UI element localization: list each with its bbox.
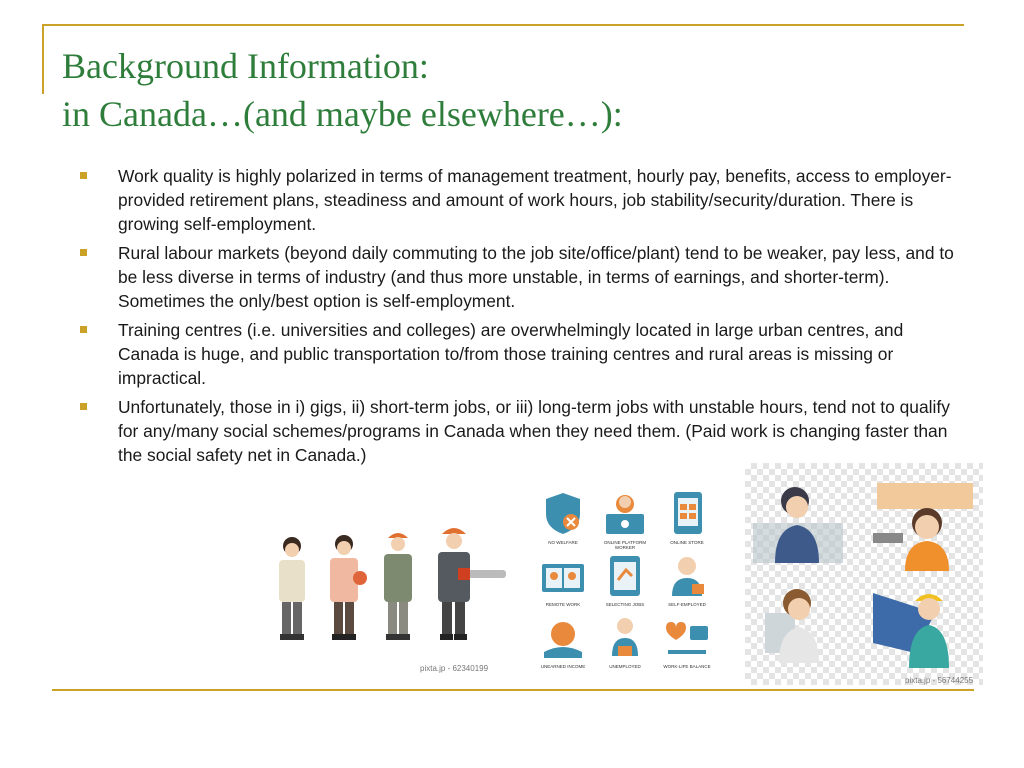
bullet-item — [78, 318, 958, 390]
icon-label: REMOTE WORK — [545, 602, 581, 607]
construction-worker-figure — [873, 593, 949, 668]
desk-worker-figure — [765, 589, 819, 663]
office-image-caption: pixta.jp - 56744255 — [905, 676, 974, 685]
bullet-item — [78, 395, 958, 467]
worker-figure — [384, 533, 412, 640]
bullet-item — [78, 164, 958, 236]
bullet-text: Work quality is highly polarized in terms of management treatment, hourly pay, benefits, access to employer-provided retirement plans, steadiness and amount of work hours, job stability/security/duration. There is growing self-employment. — [118, 166, 952, 234]
left-rule — [42, 24, 44, 94]
icon-label: UNEARNED INCOME — [540, 664, 586, 669]
square-bullet-icon — [80, 172, 87, 179]
worker-figure — [438, 528, 506, 640]
self-employed-icon — [662, 550, 712, 600]
title-line-1: Background Information: — [62, 46, 429, 86]
bullet-text: Training centres (i.e. universities and colleges) are overwhelmingly located in large urban centres, and Canada is huge, and public transportation to/from those training centres and rural areas is missing or impractical. — [118, 320, 904, 388]
bullet-list — [78, 164, 958, 472]
square-bullet-icon — [80, 403, 87, 410]
square-bullet-icon — [80, 249, 87, 256]
icon-label: SELF-EMPLOYED — [668, 602, 706, 607]
top-rule — [42, 24, 964, 26]
unearned-income-icon — [538, 612, 588, 662]
icon-label: SELECTING JOBS — [605, 602, 645, 607]
slide-title — [62, 42, 962, 138]
workers-image-caption: pixta.jp - 62340199 — [420, 664, 489, 673]
title-line-2: in Canada…(and maybe elsewhere…): — [62, 94, 623, 134]
work-life-balance-icon — [662, 612, 712, 662]
remote-work-icon — [538, 550, 588, 600]
no-welfare-icon — [538, 488, 588, 538]
icon-label: WORK-LIFE BALANCE — [663, 664, 711, 669]
online-store-icon — [662, 488, 712, 538]
selecting-jobs-icon — [600, 550, 650, 600]
job-icons-grid — [530, 484, 735, 674]
icon-label: ONLINE STORE — [670, 540, 704, 545]
bullet-text: Unfortunately, those in i) gigs, ii) short-term jobs, or iii) long-term jobs with unstable hours, tend not to qualify for any/many social schemes/programs in Canada when they need them. (Paid work is changing faster than the social safety net in Canada.) — [118, 397, 950, 465]
workers-illustration — [262, 478, 522, 678]
bullet-text: Rural labour markets (beyond daily commuting to the job site/office/plant) tend to be weaker, pay less, and to be less diverse in terms of industry (and thus more unstable, in terms of earnings, and shorter-term). Sometimes the only/best option is self-employment. — [118, 243, 954, 311]
bottom-rule — [52, 689, 974, 691]
bullet-item — [78, 241, 958, 313]
counter-worker-figure — [873, 483, 973, 571]
icon-label: UNEMPLOYED — [609, 664, 641, 669]
square-bullet-icon — [80, 326, 87, 333]
office-worker-figure — [753, 487, 843, 563]
online-platform-worker-icon — [600, 488, 650, 538]
unemployed-icon — [600, 612, 650, 662]
icon-label: NO WELFARE — [548, 540, 578, 545]
worker-figure — [279, 537, 305, 640]
office-workers-illustration — [745, 463, 983, 685]
worker-figure — [330, 535, 367, 640]
icon-label: ONLINE PLATFORM WORKER — [603, 540, 647, 550]
